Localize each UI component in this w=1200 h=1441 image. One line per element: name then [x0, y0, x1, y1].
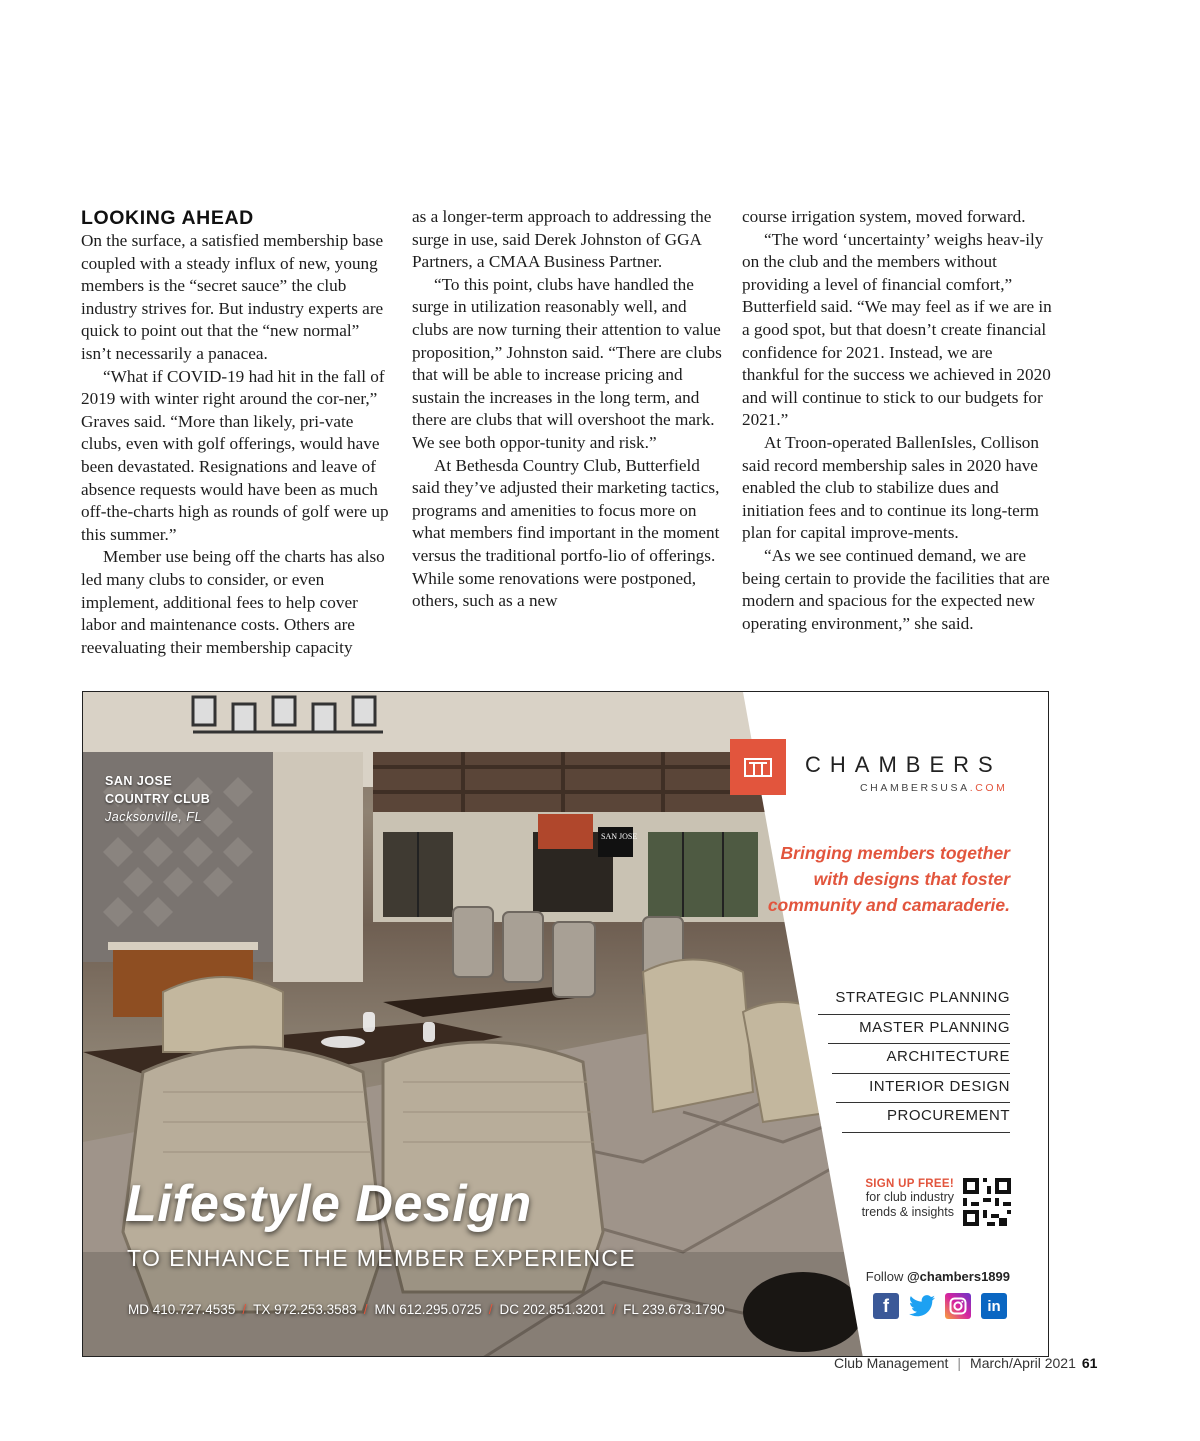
location-name: SAN JOSE — [105, 774, 173, 788]
publication-name: Club Management — [834, 1355, 949, 1371]
chambers-logo-icon — [743, 756, 773, 778]
ad-tagline: Bringing members together with designs that foster community and camaraderie. — [767, 843, 1010, 915]
services-list — [790, 985, 1010, 1133]
chambers-logo-mark — [730, 739, 786, 795]
facebook-glyph: f — [883, 1295, 889, 1316]
paragraph: “As we see continued demand, we are being certain to provide the facilities that are modern and spacious for the expected new operating environment,” she said. — [742, 545, 1050, 633]
paragraph: “To this point, clubs have handled the surge in utilization reasonably well, and clubs are now turning their attention to value proposition,” Johnston said. “There are clubs that will be able to increase pricing and sustain the increases in the long term, and there are clubs that will overshoot the mark. We see both oppor-tunity and risk.” — [412, 274, 722, 452]
location-caption — [105, 772, 210, 826]
ad-subheadline: TO ENHANCE THE MEMBER EXPERIENCE — [127, 1245, 637, 1271]
paragraph: Member use being off the charts has also led many clubs to consider, or even implement, additional fees to help cover labor and maintenance costs. Others are reevaluating their membership capacity — [81, 547, 385, 657]
brand-name: CHAMBERS — [805, 752, 1002, 777]
issue-date: March/April 2021 — [970, 1355, 1076, 1371]
follow-line — [866, 1269, 1010, 1284]
follow-handle[interactable]: @chambers1899 — [906, 1269, 1010, 1284]
paragraph: At Troon-operated BallenIsles, Collison said record membership sales in 2020 have enabled the club to stabilize dues and initiation fees and to continue its long-term plan for capital improve-ments. — [742, 432, 1039, 543]
paragraph: At Bethesda Country Club, Butterfield said they’ve adjusted their marketing tactics, programs and amenities to focus more on what members find important in the moment versus the traditional portfo-lio of offerings. While some renovations were postponed, others, such as a new — [412, 455, 720, 611]
service-item: PROCUREMENT — [842, 1103, 1010, 1133]
paragraph: as a longer-term approach to addressing the surge in use, said Derek Johnston of GGA Partners, a CMAA Business Partner. — [412, 207, 712, 272]
signup-block — [828, 1178, 954, 1220]
signup-text: for club industry — [865, 1190, 954, 1204]
social-icons — [873, 1293, 1007, 1319]
brand-url-tld: .COM — [969, 782, 1008, 794]
location-city: Jacksonville, FL — [105, 810, 202, 824]
paragraph: “The word ‘uncertainty’ weighs heav-ily on the club and the members without providing a level of financial comfort,” Butterfield said. “We may feel as if we are in a good spot, but that doesn’t create financial confidence for 2021. Instead, we are thankful for the success we achieved in 2020 and will continue to stick to our budgets for 2021.” — [742, 229, 1052, 430]
phone-fl: FL 239.673.1790 — [623, 1302, 725, 1317]
qr-code-icon[interactable] — [963, 1178, 1011, 1226]
paragraph: course irrigation system, moved forward. — [742, 207, 1026, 226]
brand-url[interactable] — [860, 782, 1008, 794]
instagram-icon[interactable] — [945, 1293, 971, 1319]
paragraph: “What if COVID-19 had hit in the fall of 2019 with winter right around the cor-ner,” Graves said. “More than likely, pri-vate clubs, even with golf offerings, would have been devastated. Resignations and leave of absence requests would have been as much off-the-charts high as rounds of golf were up this summer.” — [81, 366, 389, 544]
chambers-advertisement — [82, 691, 1049, 1357]
folio-separator: | — [957, 1355, 962, 1371]
phone-separator: / — [612, 1302, 617, 1317]
facebook-icon[interactable] — [873, 1293, 899, 1319]
phone-mn: MN 612.295.0725 — [374, 1302, 482, 1317]
service-item: INTERIOR DESIGN — [836, 1074, 1010, 1104]
linkedin-glyph: in — [987, 1297, 1001, 1315]
instagram-camera-icon — [949, 1297, 967, 1315]
article-column-3 — [742, 206, 1054, 635]
service-item: MASTER PLANNING — [828, 1015, 1010, 1045]
linkedin-icon[interactable] — [981, 1293, 1007, 1319]
signup-text: trends & insights — [861, 1205, 954, 1219]
service-item: ARCHITECTURE — [832, 1044, 1010, 1074]
phone-separator: / — [242, 1302, 247, 1317]
phone-dc: DC 202.851.3201 — [499, 1302, 606, 1317]
phone-separator: / — [363, 1302, 368, 1317]
page-folio — [834, 1355, 1097, 1371]
ad-headline: Lifestyle Design — [125, 1175, 532, 1233]
phone-tx: TX 972.253.3583 — [253, 1302, 357, 1317]
section-heading: LOOKING AHEAD — [81, 207, 254, 229]
phone-md: MD 410.727.4535 — [128, 1302, 236, 1317]
location-name: COUNTRY CLUB — [105, 792, 211, 806]
article-column-1 — [81, 206, 393, 659]
page-number: 61 — [1081, 1355, 1098, 1371]
follow-label: Follow — [865, 1269, 904, 1284]
brand-url-main: CHAMBERSUSA — [860, 782, 970, 794]
phone-numbers — [128, 1302, 725, 1317]
twitter-icon[interactable] — [909, 1293, 935, 1319]
signup-label: SIGN UP FREE! — [865, 1178, 954, 1190]
service-item: STRATEGIC PLANNING — [818, 985, 1010, 1015]
article-column-2 — [412, 206, 724, 613]
phone-separator: / — [488, 1302, 493, 1317]
photo-sign-text: SAN JOSE — [601, 832, 638, 841]
twitter-bird-icon — [909, 1295, 935, 1317]
paragraph: On the surface, a satisfied membership base coupled with a steady influx of new, young members is the “secret sauce” the club industry strives for. But industry experts are quick to point out that the “new normal” isn’t necessarily a panacea. — [81, 231, 384, 363]
